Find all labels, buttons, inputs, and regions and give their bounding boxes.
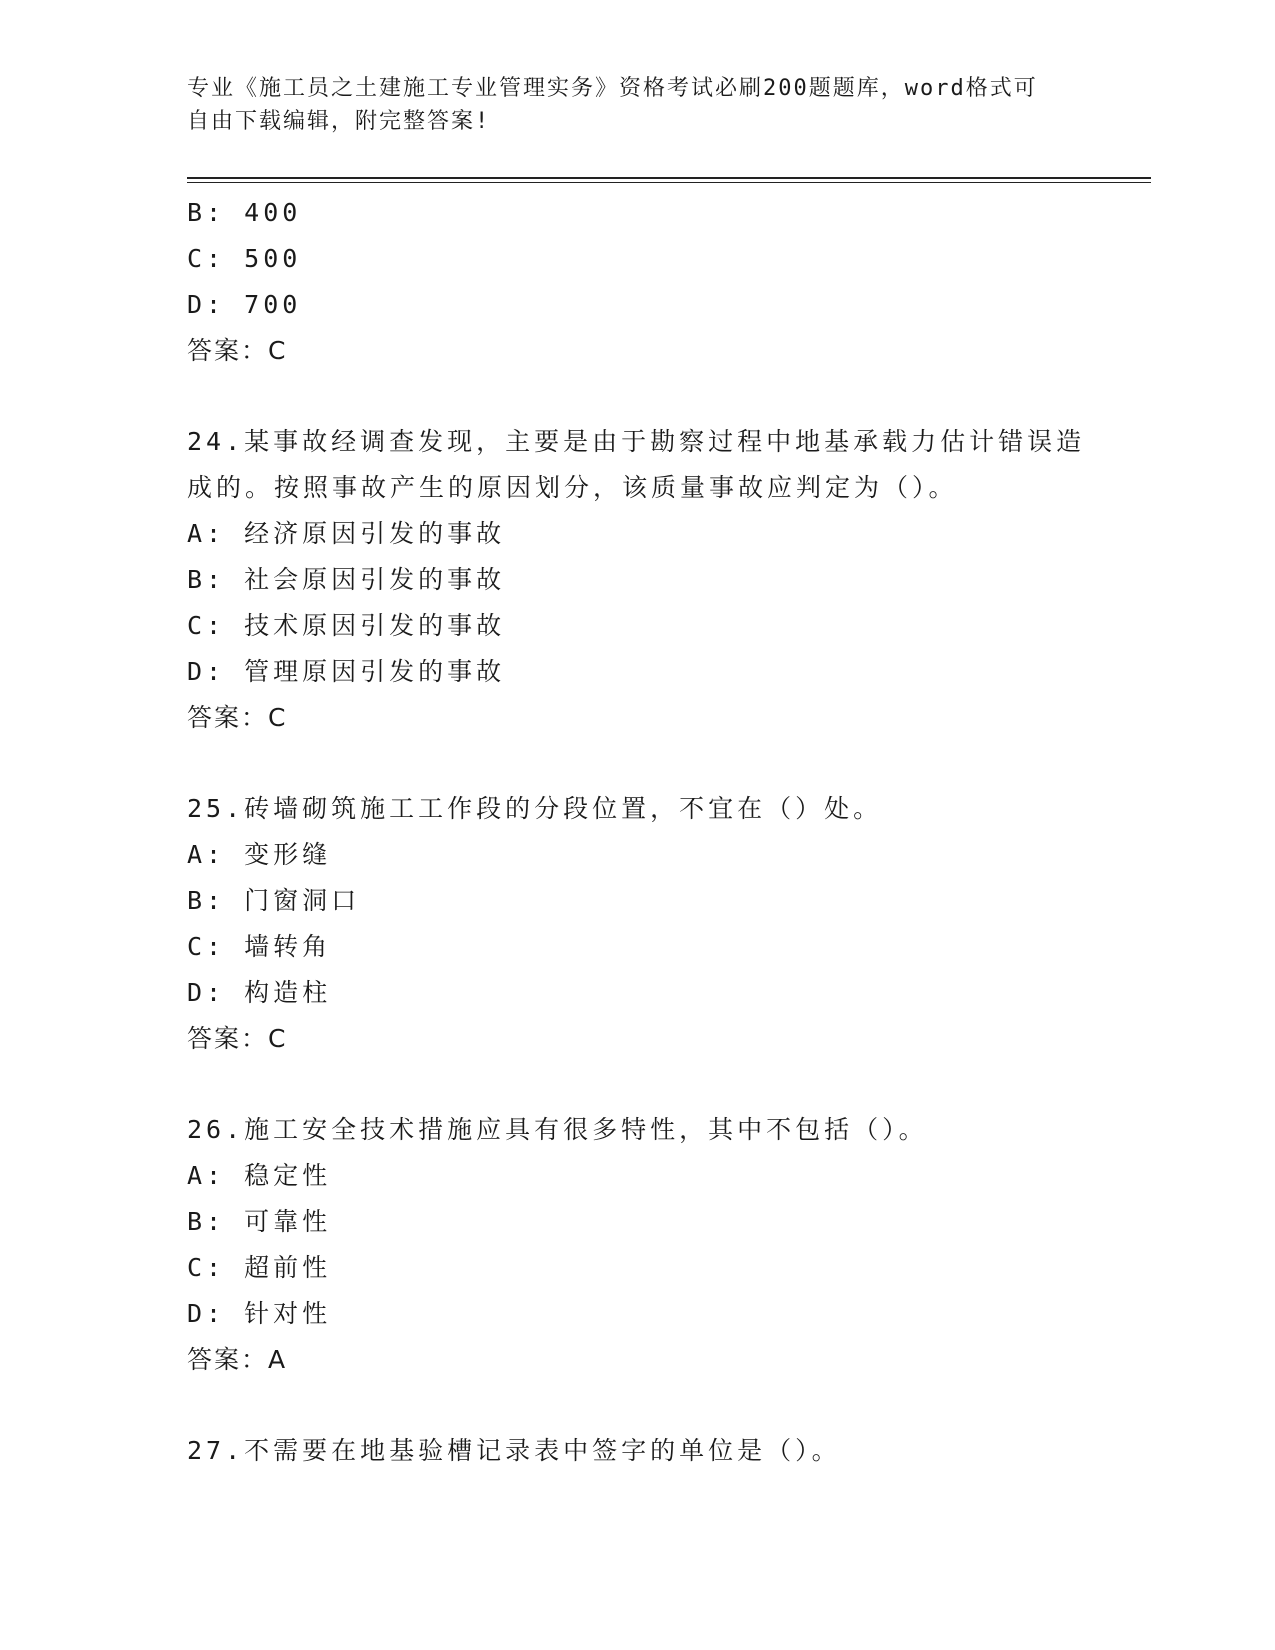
option-a: A: 稳定性 xyxy=(187,1161,332,1190)
answer: 答案：C xyxy=(187,1024,288,1053)
header-divider xyxy=(187,177,1151,183)
option-d: D: 构造柱 xyxy=(187,978,332,1007)
question-list xyxy=(187,190,1117,1474)
answer: 答案：C xyxy=(187,703,288,732)
question-26 xyxy=(187,1107,1117,1383)
option-c: C: 超前性 xyxy=(187,1253,332,1282)
header-title-line2: 自由下载编辑，附完整答案! xyxy=(187,109,491,134)
question-24 xyxy=(187,419,1117,741)
document-header xyxy=(187,72,1067,138)
option-b: B: 社会原因引发的事故 xyxy=(187,565,506,594)
answer: 答案：A xyxy=(187,1345,288,1374)
question-text: 25.砖墙砌筑施工工作段的分段位置，不宜在（）处。 xyxy=(187,794,883,823)
question-27 xyxy=(187,1428,1117,1474)
question-text: 27.不需要在地基验槽记录表中签字的单位是（）。 xyxy=(187,1436,841,1465)
option-d: D: 700 xyxy=(187,290,302,319)
option-a: A: 经济原因引发的事故 xyxy=(187,519,506,548)
answer: 答案：C xyxy=(187,336,288,365)
option-b: B: 400 xyxy=(187,198,302,227)
question-text: 26.施工安全技术措施应具有很多特性，其中不包括（）。 xyxy=(187,1115,928,1144)
option-a: A: 变形缝 xyxy=(187,840,332,869)
option-c: C: 技术原因引发的事故 xyxy=(187,611,506,640)
question-partial xyxy=(187,190,1117,374)
question-text: 24.某事故经调查发现，主要是由于勘察过程中地基承载力估计错误造 xyxy=(187,427,1086,456)
option-b: B: 门窗洞口 xyxy=(187,886,361,915)
question-25 xyxy=(187,786,1117,1062)
option-c: C: 墙转角 xyxy=(187,932,332,961)
option-d: D: 管理原因引发的事故 xyxy=(187,657,506,686)
question-text-cont: 成的。按照事故产生的原因划分，该质量事故应判定为（）。 xyxy=(187,473,958,502)
option-c: C: 500 xyxy=(187,244,302,273)
option-b: B: 可靠性 xyxy=(187,1207,332,1236)
header-title-line1: 专业《施工员之土建施工专业管理实务》资格考试必刷200题题库，word格式可 xyxy=(187,76,1038,101)
option-d: D: 针对性 xyxy=(187,1299,332,1328)
